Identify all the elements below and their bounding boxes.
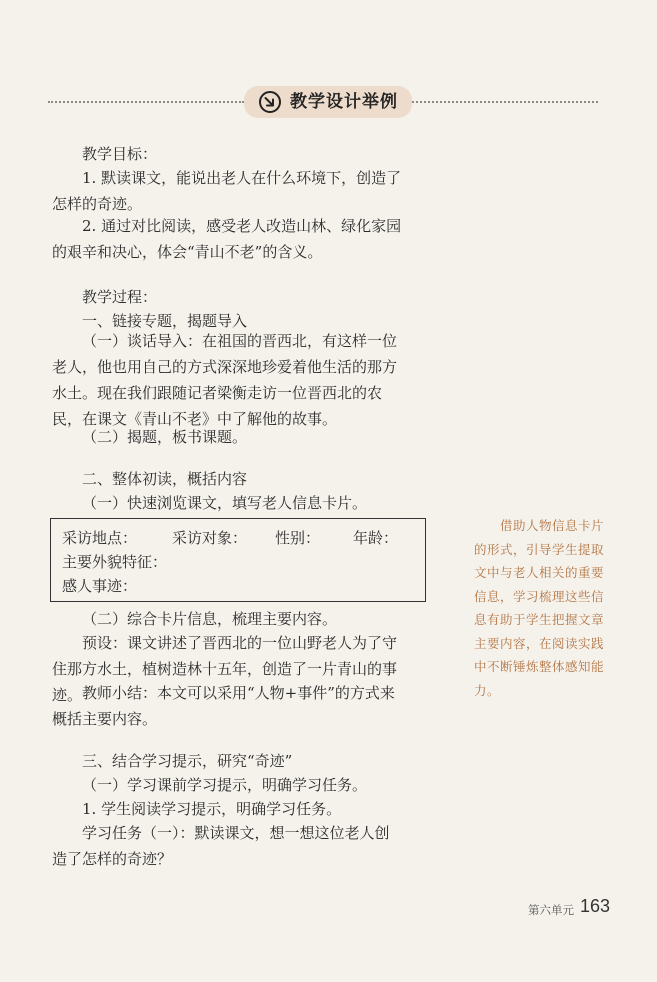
section3-title: 三、结合学习提示，研究“奇迹” — [82, 752, 293, 770]
objective-2: 2. 通过对比阅读，感受老人改造山林、绿化家园的艰辛和决心，体会“青山不老”的含义。 — [52, 217, 402, 261]
section3-task1: 学习任务（一）：默读课文，想一想这位老人创造了怎样的奇迹？ — [52, 824, 390, 868]
objective-1: 1. 默读课文，能说出老人在什么环境下，创造了怎样的奇迹。 — [52, 169, 402, 213]
arrow-circle-icon — [258, 90, 282, 114]
card-target-label: 采访对象： — [172, 529, 248, 547]
section3-item1: 1. 学生阅读学习提示，明确学习任务。 — [82, 800, 342, 818]
section2-step2: （二）综合卡片信息，梳理主要内容。 — [82, 610, 338, 628]
header-divider-left — [48, 101, 244, 103]
section2-summary: 教师小结：本文可以采用“人物+事件”的方式来概括主要内容。 — [52, 684, 395, 728]
margin-note: 借助人物信息卡片的形式，引导学生提取文中与老人相关的重要信息，学习梳理这些信息有助于学生把握文章主要内容，在阅读实践中不断锤炼整体感知能力。 — [474, 518, 605, 698]
header-divider-right — [412, 101, 598, 103]
section3-step1: （一）学习课前学习提示，明确学习任务。 — [82, 776, 368, 794]
footer-unit: 第六单元 — [528, 903, 574, 917]
info-card — [50, 518, 426, 602]
card-place-label: 采访地点： — [62, 529, 138, 547]
section2-preset: 预设：课文讲述了晋西北的一位山野老人为了守住那方水土，植树造林十五年，创造了一片青山的事迹。 — [52, 634, 398, 704]
section2-title: 二、整体初读，概括内容 — [82, 470, 248, 488]
section2-step1: （一）快速浏览课文，填写老人信息卡片。 — [82, 494, 368, 512]
card-gender-label: 性别： — [275, 529, 321, 547]
section1-step2: （二）揭题，板书课题。 — [82, 428, 248, 446]
page-number: 163 — [580, 896, 611, 916]
section1-title: 一、链接专题，揭题导入 — [82, 312, 248, 330]
section-title: 教学设计举例 — [290, 92, 398, 112]
card-age-label: 年龄： — [353, 529, 399, 547]
card-appearance-label: 主要外貌特征： — [62, 553, 168, 571]
card-deeds-label: 感人事迹： — [62, 577, 138, 595]
objectives-heading: 教学目标： — [82, 145, 158, 163]
section-header — [244, 86, 412, 118]
section1-step1: （一）谈话导入：在祖国的晋西北，有这样一位老人，他也用自己的方式深深地珍爱着他生活的那方水土。现在我们跟随记者梁衡走访一位晋西北的农民，在课文《青山不老》中了解他的故事。 — [52, 332, 398, 428]
process-heading: 教学过程： — [82, 288, 158, 306]
